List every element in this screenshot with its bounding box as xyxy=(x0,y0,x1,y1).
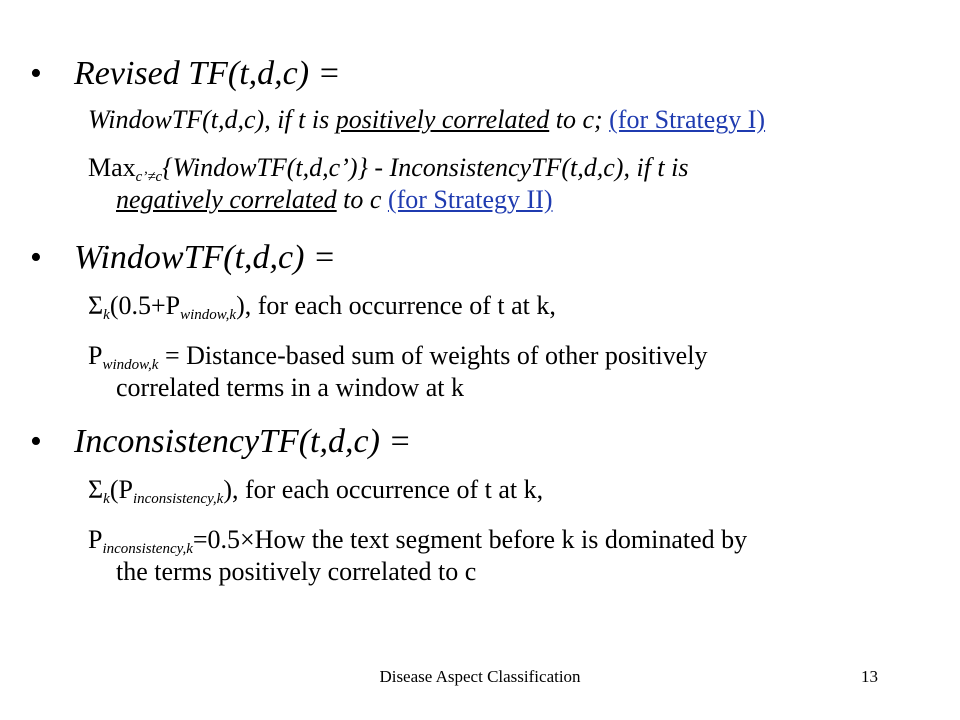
expression-text: (0.5+P xyxy=(109,291,181,320)
revised-tf-line-1 xyxy=(88,104,938,136)
sigma-subscript: k xyxy=(103,307,110,323)
bullet-dot: • xyxy=(30,55,42,92)
expression-text: ), for each occurrence of t at k, xyxy=(236,291,556,320)
bullet-heading: InconsistencyTF(t,d,c) = xyxy=(74,423,412,460)
expression-text: WindowTF(t,d,c), if t is xyxy=(88,105,330,134)
line-2-first xyxy=(88,152,938,184)
expression-text: correlated terms in a window at k xyxy=(116,373,464,402)
line-2-first xyxy=(88,340,938,372)
p-subscript: window,k xyxy=(102,357,159,373)
expression-text: (P xyxy=(109,475,133,504)
sigma-subscript: k xyxy=(103,491,110,507)
bullet-dot: • xyxy=(30,423,42,460)
strategy-1-link[interactable]: (for Strategy I) xyxy=(609,105,766,134)
p-subscript: inconsistency,k xyxy=(102,541,193,557)
p-subscript: inconsistency,k xyxy=(132,491,224,507)
max-subscript: c’≠c xyxy=(135,169,163,185)
bullet-heading: Revised TF(t,d,c) = xyxy=(74,55,341,92)
expression-text: =0.5×How the text segment before k is dominated by xyxy=(192,525,748,554)
line-2-second xyxy=(88,184,938,216)
bullet-heading: WindowTF(t,d,c) = xyxy=(74,239,336,276)
revised-tf-line-2 xyxy=(88,152,938,216)
footer-title: Disease Aspect Classification xyxy=(379,667,581,686)
p-symbol: P xyxy=(88,525,103,554)
expression-text: to c xyxy=(336,185,388,214)
window-tf-line-1 xyxy=(88,290,938,322)
max-text: Max xyxy=(88,153,136,182)
expression-text: = Distance-based sum of weights of other positively xyxy=(158,341,708,370)
line-2-second xyxy=(88,556,938,588)
line-2-first xyxy=(88,524,938,556)
expression-text: ), for each occurrence of t at k, xyxy=(223,475,544,504)
bullet-dot: • xyxy=(30,239,42,276)
underlined-term: negatively correlated xyxy=(116,185,337,214)
line-2-second xyxy=(88,372,938,404)
expression-text: {WindowTF(t,d,c’)} - InconsistencyTF(t,d,c), if t is xyxy=(162,153,689,182)
window-tf-line-2 xyxy=(88,340,938,404)
sigma-symbol: Σ xyxy=(88,291,104,320)
inconsistency-tf-line-2 xyxy=(88,524,938,588)
p-subscript: window,k xyxy=(180,307,237,323)
sigma-symbol: Σ xyxy=(88,475,104,504)
strategy-2-link[interactable]: (for Strategy II) xyxy=(387,185,553,214)
page-number: 13 xyxy=(861,667,878,686)
inconsistency-tf-line-1 xyxy=(88,474,938,506)
p-symbol: P xyxy=(88,341,103,370)
expression-text: to c; xyxy=(549,105,610,134)
expression-text: the terms positively correlated to c xyxy=(116,557,477,586)
underlined-term: positively correlated xyxy=(335,105,550,134)
